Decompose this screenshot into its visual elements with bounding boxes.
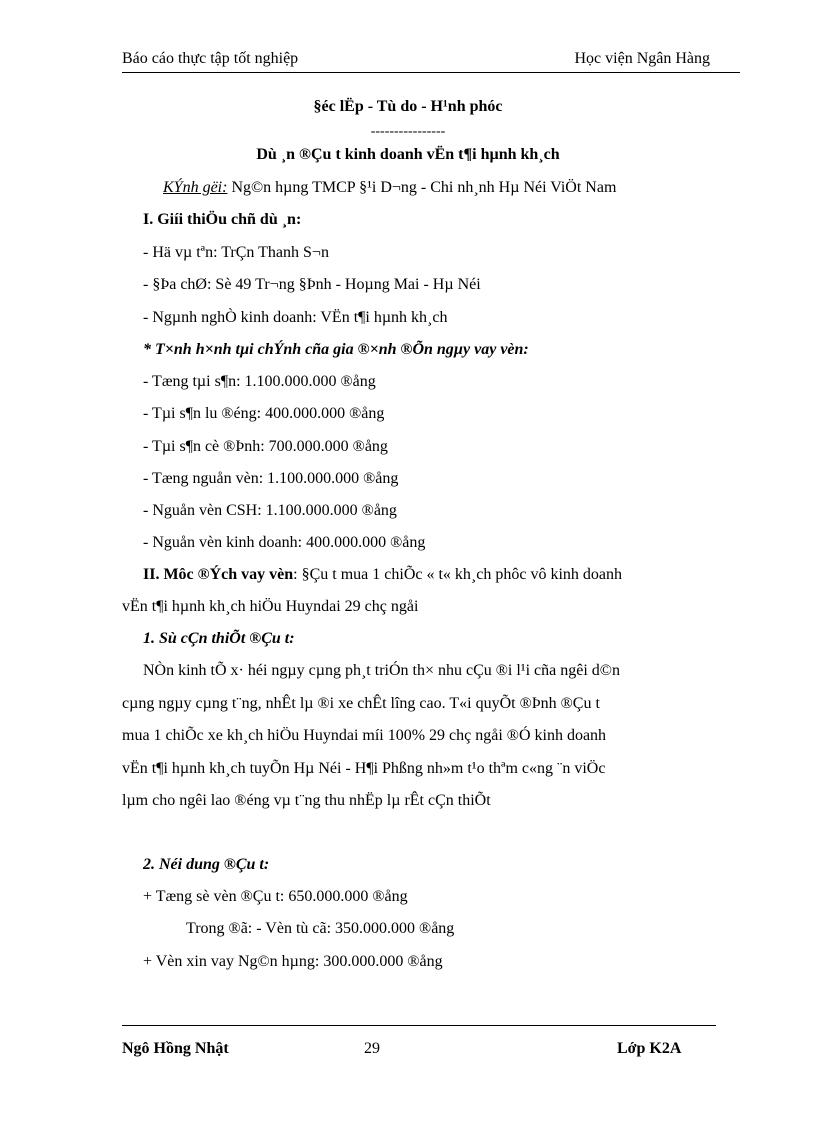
own-capital: Trong ®ã: - Vèn tù cã: 350.000.000 ®ång: [186, 920, 455, 937]
necessity-para-line: lµm cho ngêi lao ®éng vµ t¨ng thu nhËp lµ rÊt cÇn thiÕt: [122, 792, 491, 809]
owner-business: - Ngµnh nghÒ kinh doanh: VËn t¶i hµnh kh¸ch: [143, 309, 448, 326]
addressee-text: Ng©n hµng TMCP §¹i D¬ng - Chi nh¸nh Hµ Néi ViÖt Nam: [227, 179, 617, 196]
necessity-para-line: vËn t¶i hµnh kh¸ch tuyÕn Hµ Néi - H¶i Phßng nh»m t¹o thªm c«ng ¨n viÖc: [122, 760, 606, 777]
finance-line: - Tæng tµi s¶n: 1.100.000.000 ®ång: [143, 373, 376, 390]
finance-line: - Nguån vèn kinh doanh: 400.000.000 ®ång: [143, 534, 426, 551]
section2-heading: [143, 566, 622, 584]
footer-rule: [122, 1025, 716, 1026]
finance-subheading: * T×nh h×nh tµi chÝnh cña gia ®×nh ®Õn ngµy vay vèn:: [143, 341, 529, 358]
section2-heading-rest: : §Çu t mua 1 chiÕc « t« kh¸ch phôc vô kinh doanh: [293, 566, 623, 583]
content-heading: 2. Néi dung ®Çu t:: [143, 856, 270, 873]
section2-heading-cont: vËn t¶i hµnh kh¸ch hiÖu Huyndai 29 chç ngåi: [122, 598, 419, 615]
finance-line: - Tµi s¶n lu ®éng: 400.000.000 ®ång: [143, 405, 385, 422]
necessity-para-line: mua 1 chiÕc xe kh¸ch hiÖu Huyndai míi 100% 29 chç ngåi ®Ó kinh doanh: [122, 727, 607, 744]
addressee: [163, 179, 616, 197]
loan-amount: + Vèn xin vay Ng©n hµng: 300.000.000 ®ång: [143, 953, 443, 970]
necessity-heading: 1. Sù cÇn thiÕt ®Çu t:: [143, 630, 295, 647]
addressee-label: KÝnh gëi:: [163, 179, 228, 196]
owner-name: - Hä vµ tªn: TrÇn Thanh S¬n: [143, 244, 329, 261]
motto: §éc lËp - Tù do - H¹nh phóc: [313, 98, 503, 115]
header-report-title: Báo cáo thực tập tốt nghiệp: [122, 50, 299, 67]
motto-rule: ----------------: [370, 124, 446, 139]
header-institution: Học viện Ngân Hàng: [574, 50, 710, 67]
finance-line: - Nguån vèn CSH: 1.100.000.000 ®ång: [143, 502, 397, 519]
finance-line: - Tµi s¶n cè ®Þnh: 700.000.000 ®ång: [143, 438, 388, 455]
section1-heading: I. Giíi thiÖu chñ dù ¸n:: [143, 211, 302, 228]
page-header: [122, 50, 740, 73]
document-title: Dù ¸n ®Çu t kinh doanh vËn t¶i hµnh kh¸ch: [256, 146, 560, 163]
owner-address: - §Þa chØ: Sè 49 Tr¬ng §Þnh - Hoµng Mai - Hµ Néi: [143, 276, 481, 293]
footer-author: Ngô Hồng Nhật: [122, 1040, 229, 1057]
necessity-para-line: NÒn kinh tÕ x· héi ngµy cµng ph¸t triÓn th× nhu cÇu ®i l¹i cña ngêi d©n: [143, 662, 620, 679]
footer-class: Lớp K2A: [617, 1040, 682, 1057]
total-capital: + Tæng sè vèn ®Çu t: 650.000.000 ®ång: [143, 888, 408, 905]
finance-line: - Tæng nguån vèn: 1.100.000.000 ®ång: [143, 470, 399, 487]
necessity-para-line: cµng ngµy cµng t¨ng, nhÊt lµ ®i xe chÊt lîng cao. T«i quyÕt ®Þnh ®Çu t: [122, 695, 600, 712]
section2-heading-bold: II. Môc ®Ých vay vèn: [143, 566, 294, 583]
footer-page-number: 29: [364, 1040, 380, 1057]
